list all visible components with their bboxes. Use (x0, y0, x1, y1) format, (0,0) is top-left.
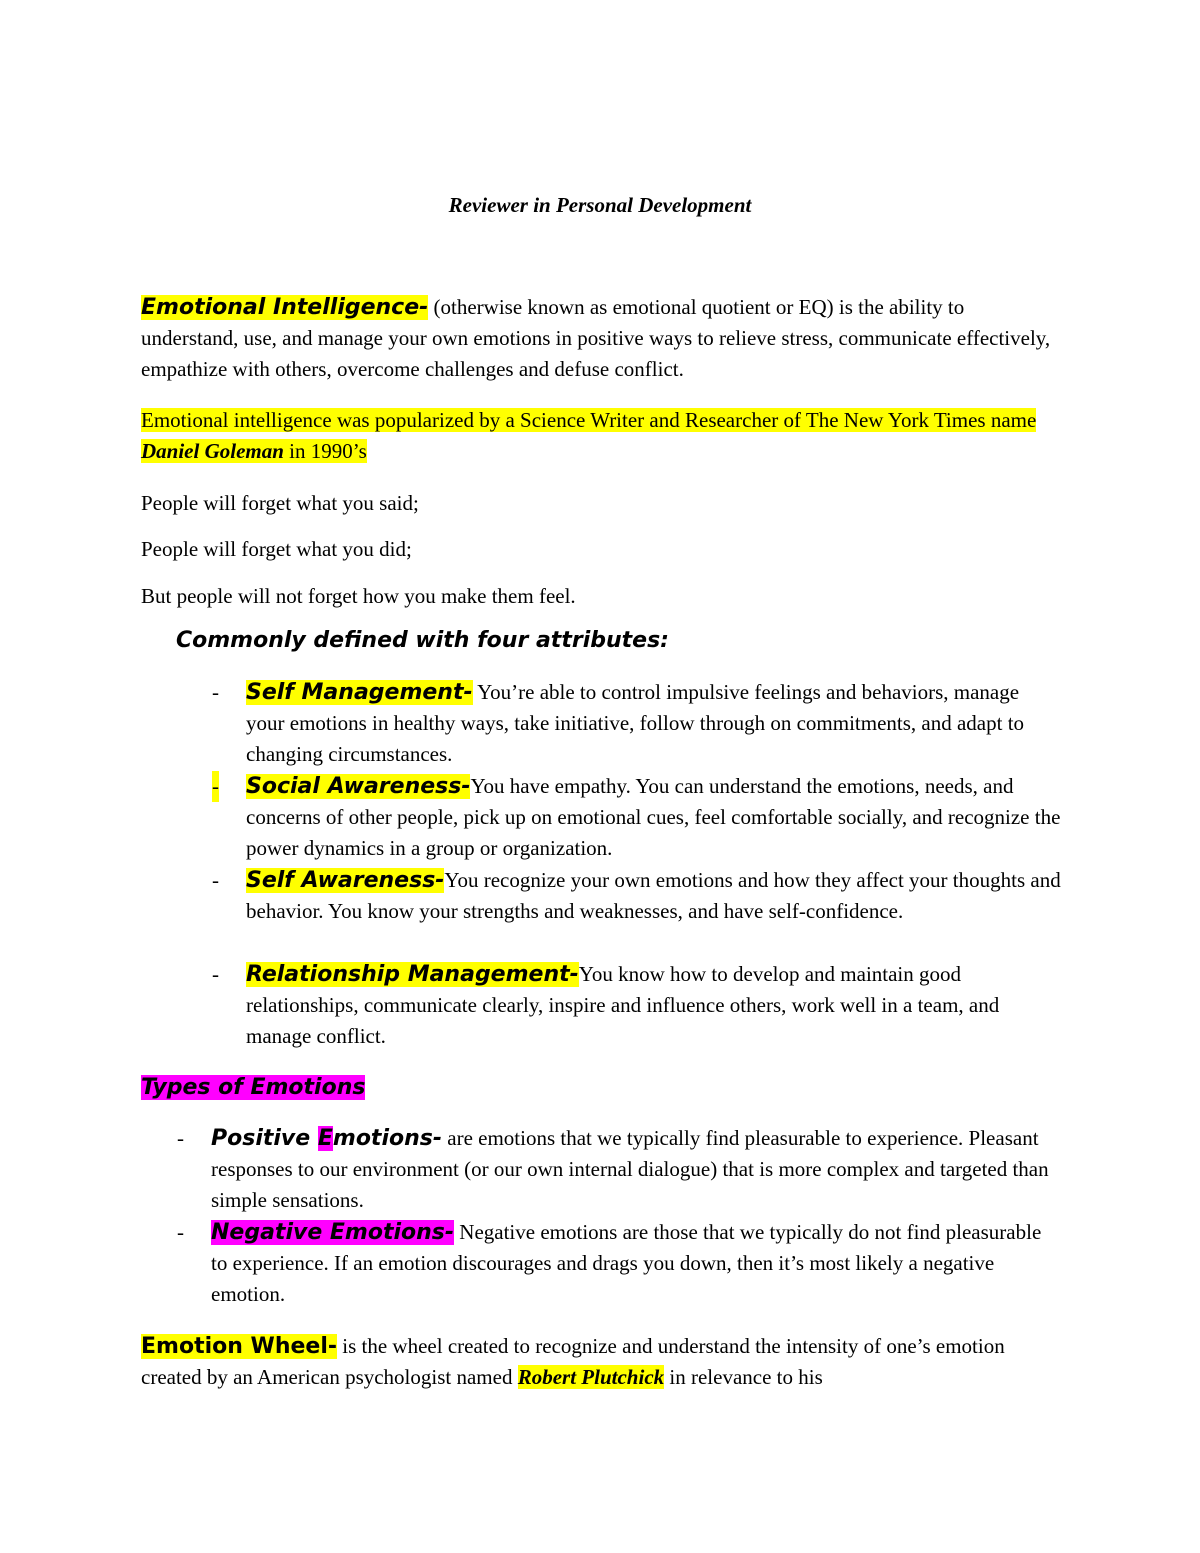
ei-term: Emotional Intelligence- (141, 295, 429, 320)
wheel-name: Robert Plutchick (517, 1365, 665, 1389)
attribute-item (212, 959, 1061, 1053)
attribute-item (212, 771, 1061, 865)
attribute-item (212, 865, 1061, 959)
ei-paragraph (141, 292, 1061, 385)
attribute-text: You recognize your own emotions and how they affect your thoughts and behavior. You know your strengths and weaknesses, and have self-confidence. (246, 868, 1061, 923)
quote-line-1: People will forget what you said; (141, 491, 419, 515)
emotion-item (177, 1123, 1061, 1217)
document-title: Reviewer in Personal Development (448, 193, 752, 217)
wheel-paragraph (141, 1331, 1061, 1393)
attribute-term: Self Awareness- (246, 868, 445, 893)
emotions-heading-row (141, 1071, 1061, 1103)
attribute-item (212, 677, 1061, 771)
ei-definition: (otherwise known as emotional quotient or EQ) is the ability to understand, use, and manage your own emotions in positive ways to relieve stress, communicate effectively, empathize with others, overcome challenges and defuse conflict. (141, 295, 1051, 381)
quote-line-2: People will forget what you did; (141, 537, 412, 561)
popularized-text-before: Emotional intelligence was popularized by a Science Writer and Researcher of The New York Times name (141, 408, 1037, 432)
attributes-heading: Commonly defined with four attributes: (176, 628, 669, 653)
emotion-item (177, 1217, 1061, 1311)
list-dash: - (177, 1220, 184, 1244)
attributes-list (212, 677, 1061, 1053)
emotion-text: Negative emotions are those that we typically do not find pleasurable to experience. If an emotion discourages and drags you down, then it’s most likely a negative emotion. (211, 1220, 1042, 1306)
wheel-text-after: in relevance to his (664, 1365, 823, 1389)
attribute-text: You know how to develop and maintain good relationships, communicate clearly, inspire and influence others, work well in a team, and manage conflict. (246, 962, 1000, 1048)
attribute-text: You’re able to control impulsive feelings and behaviors, manage your emotions in healthy ways, take initiative, follow through on commitments, and adapt to changing circumstances. (246, 680, 1025, 766)
emotion-term-a: Positive (211, 1126, 318, 1151)
emotions-heading: Types of Emotions (141, 1075, 366, 1100)
attribute-text: You have empathy. You can understand the emotions, needs, and concerns of other people, pick up on emotional cues, feel comfortable socially, and recognize the power dynamics in a group or organization. (246, 774, 1061, 860)
attribute-term: Social Awareness- (246, 774, 471, 799)
list-dash: - (212, 962, 219, 986)
attribute-term: Relationship Management- (246, 962, 579, 987)
popularized-text-after: in 1990’s (283, 439, 367, 463)
list-dash: - (212, 680, 219, 704)
wheel-text-before: is the wheel created to recognize and understand the intensity of one’s emotion created by an American psychologist named (141, 1334, 1005, 1389)
emotion-text: are emotions that we typically find pleasurable to experience. Pleasant responses to our environment (or our own internal dialogue) that is more complex and targeted than simple sensations. (211, 1126, 1049, 1212)
emotion-term-c: motions- (332, 1126, 442, 1151)
wheel-term: Emotion Wheel- (141, 1334, 338, 1359)
emotions-list (177, 1123, 1061, 1311)
list-dash: - (177, 1126, 184, 1150)
quote-line-3: But people will not forget how you make them feel. (141, 584, 576, 608)
list-dash: - (212, 771, 219, 802)
popularized-paragraph (141, 405, 1061, 467)
list-dash: - (212, 868, 219, 892)
popularized-name: Daniel Goleman (141, 439, 284, 463)
emotion-term-b: E (317, 1126, 333, 1151)
emotion-term: Negative Emotions- (211, 1220, 455, 1245)
attribute-term: Self Management- (246, 680, 473, 705)
